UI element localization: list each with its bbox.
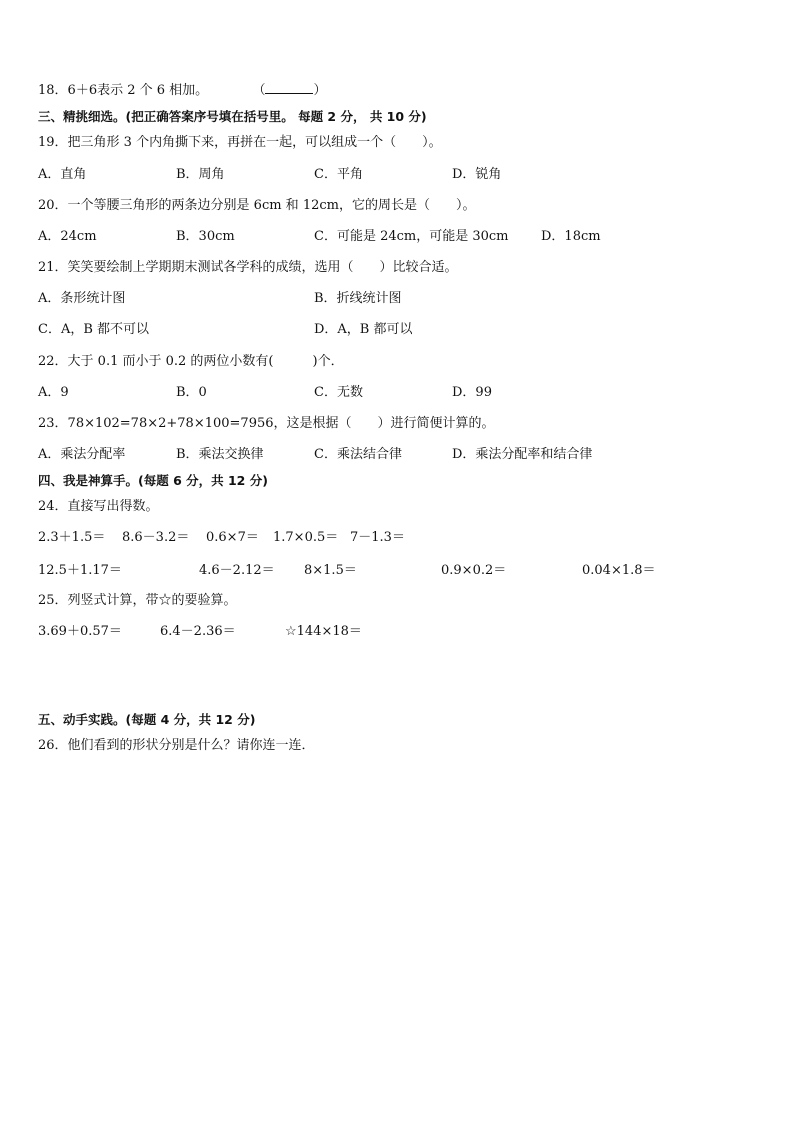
question-23-option-d[interactable]: D．乘法分配率和结合律 [452,447,593,462]
section-3-title: 三、精挑细选。(把正确答案序号填在括号里。 每题 2 分， 共 10 分) [38,109,427,124]
question-20-option-c[interactable]: C．可能是 24cm，可能是 30cm [314,229,509,244]
question-19-option-d[interactable]: D．锐角 [452,167,502,182]
question-20-option-d[interactable]: D．18cm [541,229,601,244]
calc-item: 8.6－3.2＝ [122,530,190,545]
question-20-stem: 20．一个等腰三角形的两条边分别是 6cm 和 12cm，它的周长是（ ）。 [38,198,476,213]
answer-paren-close: ） [313,83,327,98]
calc-item: 8×1.5＝ [304,563,357,578]
question-25-stem: 25．列竖式计算，带☆的要验算。 [38,593,237,608]
question-19-option-b[interactable]: B．周角 [176,167,225,182]
question-21-option-a[interactable]: A．条形统计图 [38,291,126,306]
answer-blank[interactable] [265,81,313,94]
calc-item: 1.7×0.5＝ [273,530,339,545]
question-24-stem: 24．直接写出得数。 [38,499,159,514]
calc-item: 0.6×7＝ [206,530,259,545]
vertical-calc-item: 3.69＋0.57＝ [38,624,122,639]
calc-item: 2.3＋1.5＝ [38,530,106,545]
question-22-option-d[interactable]: D．99 [452,385,492,400]
section-4-title: 四、我是神算手。(每题 6 分，共 12 分) [38,473,268,488]
calc-item: 0.04×1.8＝ [582,563,656,578]
question-21-option-b[interactable]: B．折线统计图 [314,291,402,306]
vertical-calc-item: ☆144×18＝ [285,624,362,639]
section-5-title: 五、动手实践。(每题 4 分，共 12 分) [38,712,256,727]
question-22-option-a[interactable]: A．9 [38,385,69,400]
question-23-option-c[interactable]: C．乘法结合律 [314,447,402,462]
question-19-option-c[interactable]: C．平角 [314,167,363,182]
vertical-calc-item: 6.4－2.36＝ [160,624,236,639]
calc-item: 0.9×0.2＝ [441,563,507,578]
question-22-option-c[interactable]: C．无数 [314,385,363,400]
question-21-stem: 21．笑笑要绘制上学期期末测试各学科的成绩，选用（ ）比较合适。 [38,260,458,275]
question-23-option-b[interactable]: B．乘法交换律 [176,447,264,462]
question-23-stem: 23．78×102=78×2+78×100=7956，这是根据（ ）进行简便计算的。 [38,416,495,431]
question-18-text: 18．6＋6表示 2 个 6 相加。 [38,83,209,98]
question-19-option-a[interactable]: A．直角 [38,167,87,182]
question-21-option-d[interactable]: D．A，B 都可以 [314,322,413,337]
question-23-option-a[interactable]: A．乘法分配率 [38,447,126,462]
question-20-option-a[interactable]: A．24cm [38,229,97,244]
question-26-stem: 26．他们看到的形状分别是什么？请你连一连． [38,738,315,753]
question-22-stem: 22．大于 0.1 而小于 0.2 的两位小数有( )个． [38,354,344,369]
question-19-stem: 19．把三角形 3 个内角撕下来，再拼在一起，可以组成一个（ ）。 [38,135,442,150]
calc-item: 4.6－2.12＝ [199,563,275,578]
calc-item: 12.5＋1.17＝ [38,563,122,578]
question-22-option-b[interactable]: B．0 [176,385,207,400]
question-20-option-b[interactable]: B．30cm [176,229,235,244]
question-21-option-c[interactable]: C．A，B 都不可以 [38,322,150,337]
answer-paren-open: （ [252,83,266,98]
calc-item: 7－1.3＝ [350,530,405,545]
question-18 [38,81,326,100]
